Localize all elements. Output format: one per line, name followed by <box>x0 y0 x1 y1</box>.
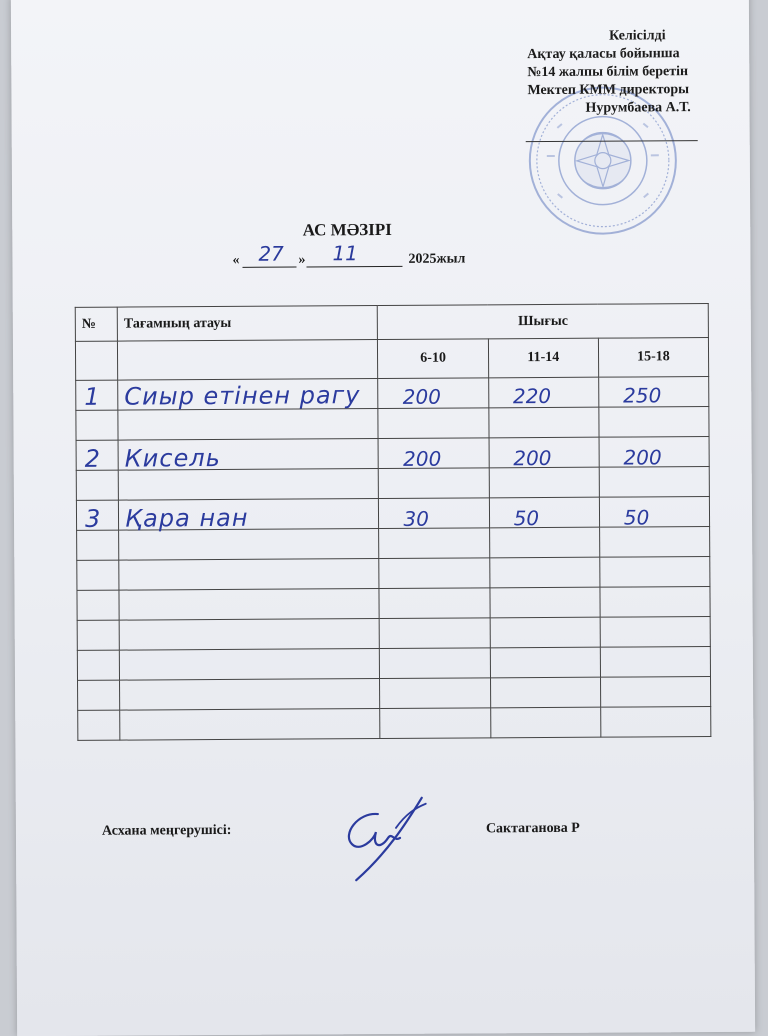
row2-number: 2 <box>84 444 102 473</box>
footer-manager-name: Сактаганова Р <box>485 820 580 837</box>
subheader-empty-no <box>75 341 117 380</box>
table-row-empty <box>78 677 711 711</box>
row2-v1-cell <box>379 438 489 469</box>
approval-city: Ақтау қаласы бойынша <box>527 46 680 63</box>
approval-position: Мектеп КММ директоры <box>527 82 690 99</box>
age-group-2: 11-14 <box>488 338 598 378</box>
table-header-row <box>75 304 708 342</box>
handwritten-signature <box>336 794 437 885</box>
table-row <box>76 467 709 501</box>
row2-name-cell <box>118 439 379 471</box>
table-row <box>76 437 709 471</box>
age-group-1: 6-10 <box>378 339 488 379</box>
header-number: № <box>75 307 117 341</box>
row2-value-11-14: 200 <box>513 445 552 471</box>
table-row-empty <box>78 707 711 741</box>
row3-v3-cell <box>599 497 709 528</box>
header-dish-name: Тағамның атауы <box>117 306 378 342</box>
approval-school: №14 жалпы білім беретін <box>527 64 689 81</box>
approval-director-name: Нурумбаева А.Т. <box>585 100 691 116</box>
table-row-empty <box>77 527 710 561</box>
row3-value-11-14: 50 <box>513 506 540 531</box>
row3-dish-name: Қара нан <box>125 503 249 533</box>
row2-value-15-18: 200 <box>623 445 662 470</box>
date-year: 2025жыл <box>408 251 466 267</box>
row1-value-6-10: 200 <box>402 384 442 409</box>
row2-v3-cell <box>599 437 709 468</box>
row1-value-11-14: 220 <box>512 383 552 409</box>
table-row-empty <box>77 587 710 621</box>
row1-no-cell <box>76 380 118 410</box>
row1-number: 1 <box>84 382 101 411</box>
row3-value-6-10: 30 <box>403 506 430 531</box>
table-row-empty <box>77 617 710 651</box>
approval-block <box>527 27 728 118</box>
table-row <box>76 497 709 531</box>
footer-role-label: Асхана меңгерушісі: <box>101 822 232 839</box>
row3-value-15-18: 50 <box>623 505 650 530</box>
approval-heading: Келісілді <box>609 28 666 44</box>
date-day-handwritten: 27 <box>258 241 284 266</box>
row3-no-cell <box>76 500 118 533</box>
row2-v2-cell <box>489 437 599 471</box>
date-month-handwritten: 11 <box>332 241 358 266</box>
table-subheader-row <box>75 338 708 381</box>
menu-table <box>75 303 712 741</box>
document-page <box>11 0 755 1036</box>
row3-name-cell <box>118 499 379 531</box>
row2-no-cell <box>76 440 118 473</box>
row3-number: 3 <box>84 504 102 533</box>
document-title: АС МӘЗІРІ <box>302 219 392 240</box>
table-row <box>76 377 709 411</box>
row2-value-6-10: 200 <box>403 446 442 471</box>
row3-v2-cell <box>489 497 599 531</box>
age-group-3: 15-18 <box>598 338 708 378</box>
table-row-empty <box>77 557 710 591</box>
row3-v1-cell <box>379 498 489 529</box>
row1-v3-cell <box>598 377 708 408</box>
subheader-empty-name <box>118 340 379 381</box>
row1-value-15-18: 250 <box>623 383 662 408</box>
row1-dish-name: Сиыр етінен рагу <box>124 381 361 411</box>
date-open-quote: « <box>232 252 240 268</box>
date-close-quote: » <box>298 252 306 268</box>
header-output: Шығыс <box>378 304 709 340</box>
row2-dish-name: Кисель <box>124 443 221 473</box>
row1-v1-cell <box>378 378 488 409</box>
row1-name-cell <box>118 379 379 411</box>
table-row-empty <box>77 647 710 681</box>
row1-v2-cell <box>488 377 598 408</box>
table-row <box>76 407 709 441</box>
